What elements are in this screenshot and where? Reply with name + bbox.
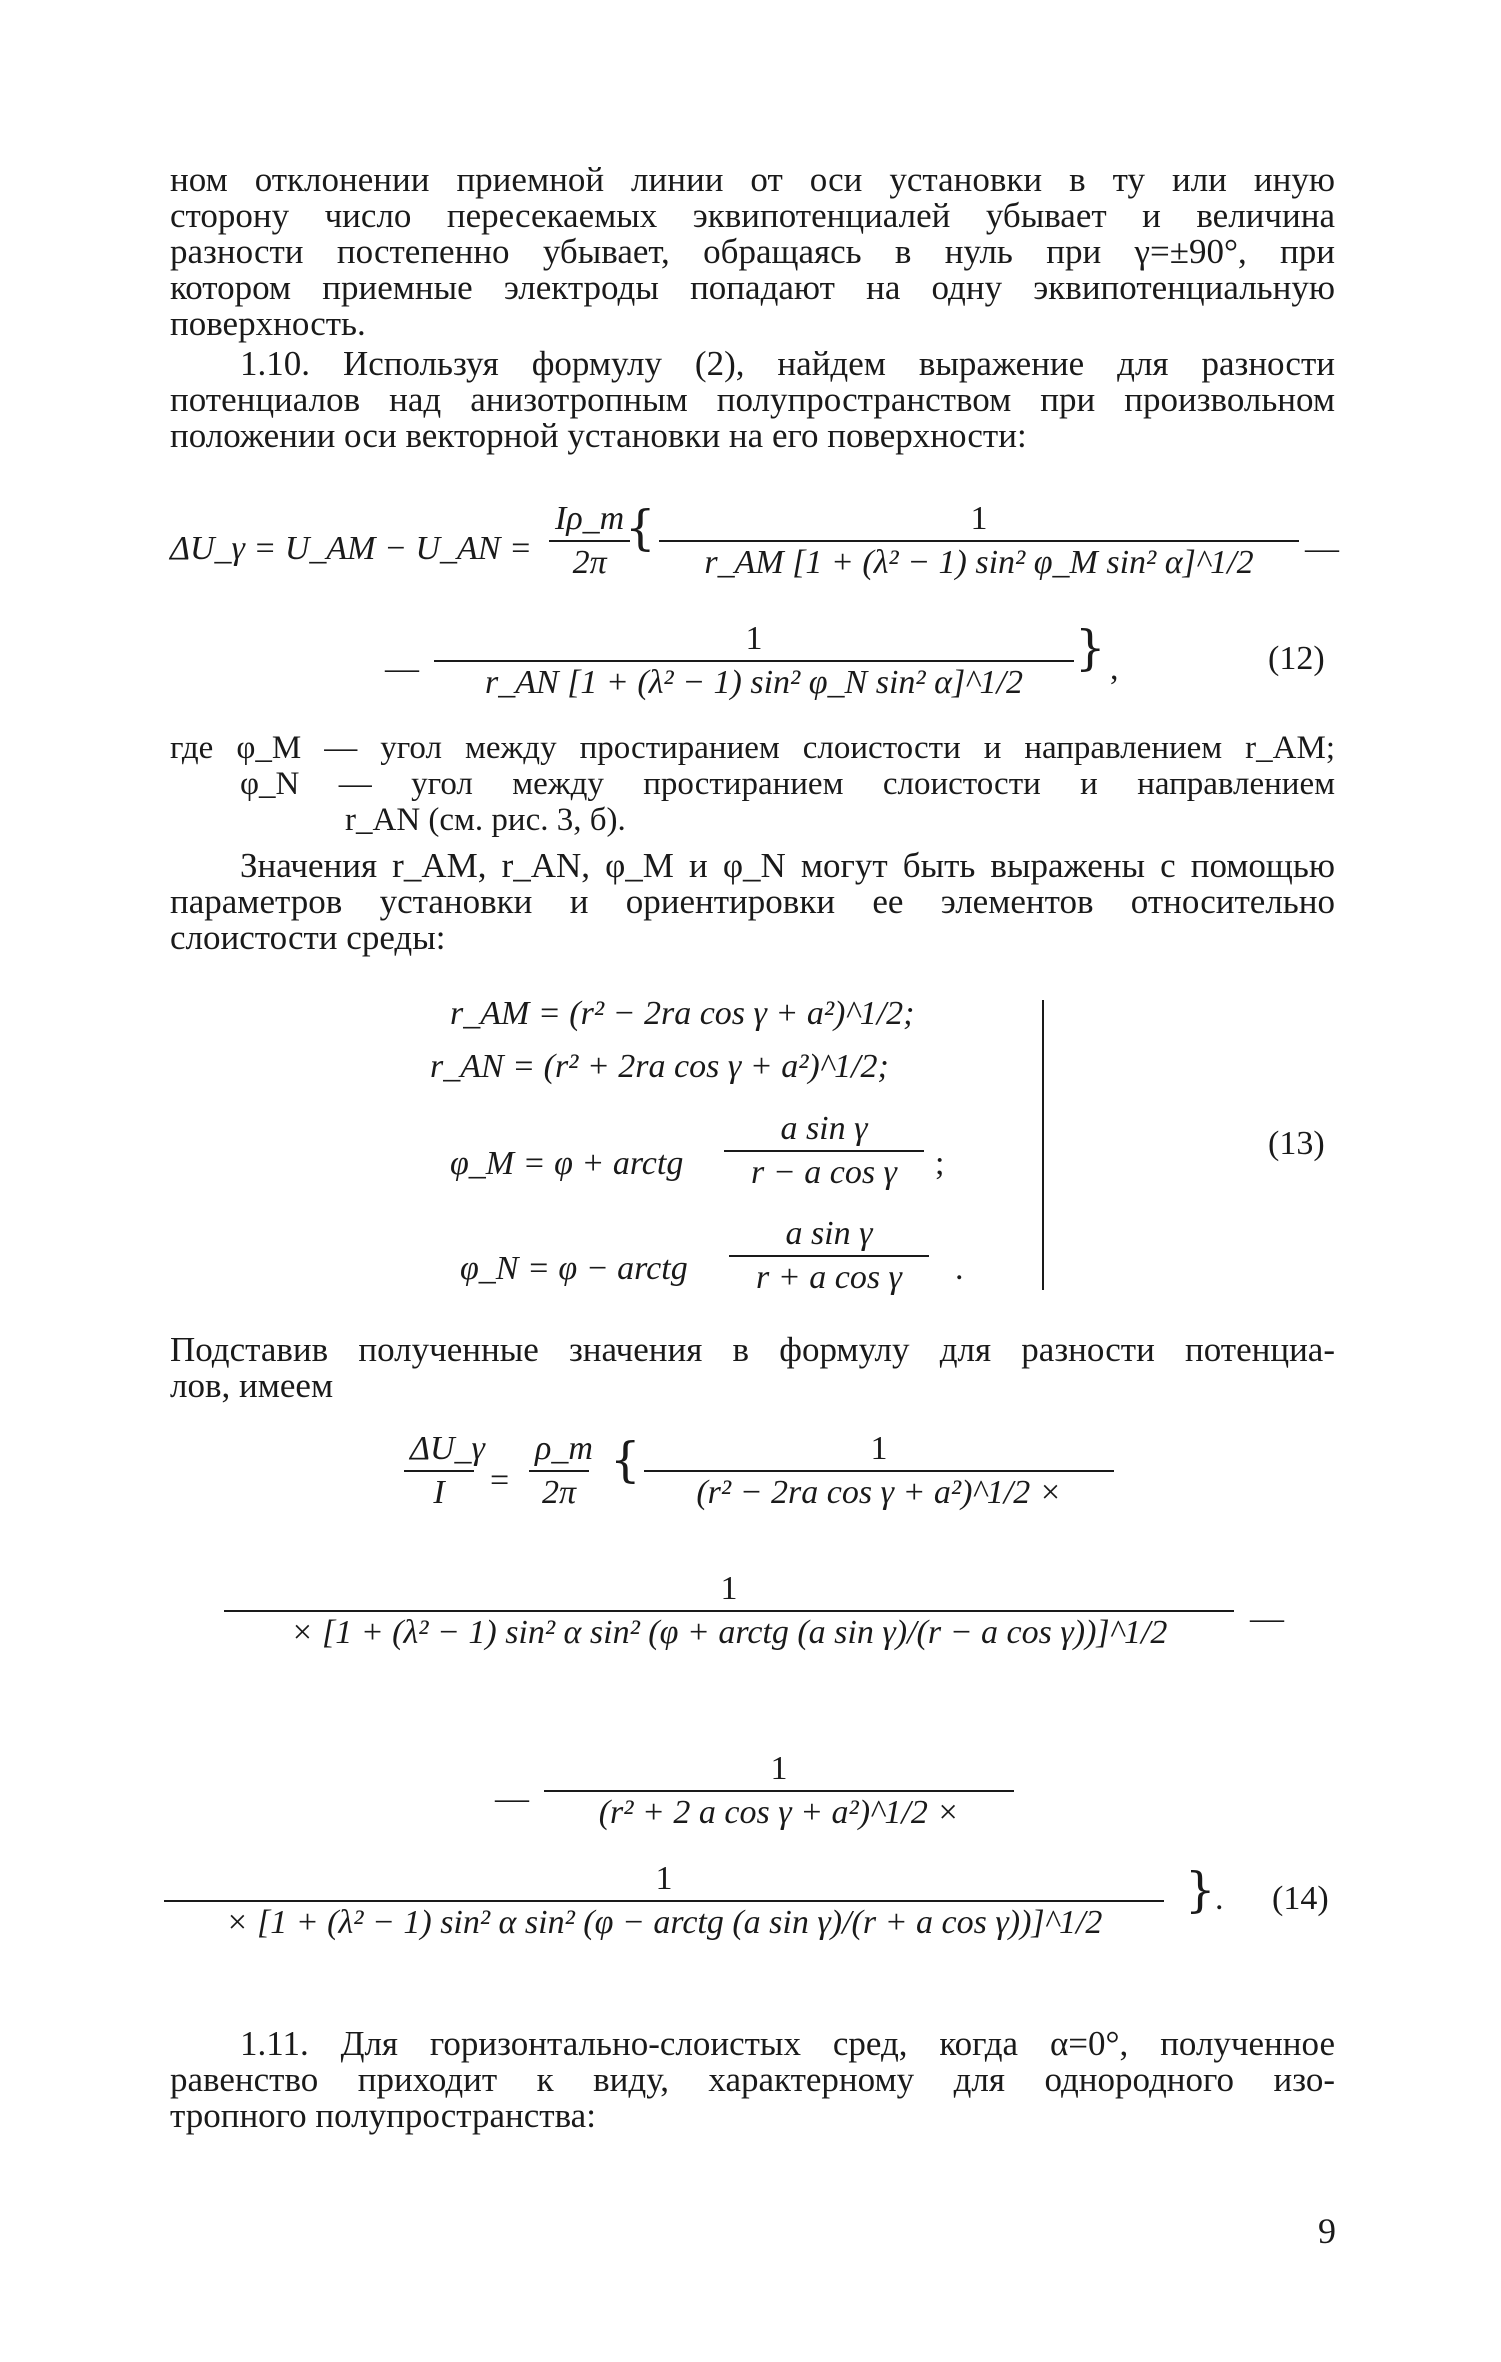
- eq12-term2: [430, 620, 1070, 702]
- eq12-prefactor-den: 2π: [572, 544, 607, 581]
- text-line: Значения r_AM, r_AN, φ_M и φ_N могут быть выражены с помощью: [240, 846, 1335, 885]
- text-line: положении оси векторной установки на его поверхности:: [170, 416, 1027, 455]
- where-clause: [170, 730, 1335, 838]
- text-line: где φ_M — угол между простиранием слоистости и направлением r_AM;: [170, 730, 1335, 766]
- section-heading-1-11: 1.11. Для горизонтально-слоистых сред, когда α=0°, полученное: [240, 2024, 1335, 2063]
- equation-number-13: (13): [1268, 1125, 1325, 1162]
- period: .: [955, 1250, 964, 1287]
- text-line: ном отклонении приемной линии от оси установки в ту или иную: [170, 160, 1335, 199]
- eq13-line3-lhs: φ_M = φ + arctg: [450, 1145, 684, 1182]
- text-line: поверхность.: [170, 304, 366, 343]
- left-brace: {: [625, 500, 656, 556]
- eq13-line4-den: r + a cos γ: [756, 1259, 902, 1296]
- eq14-term-c: [540, 1750, 1018, 1832]
- eq12-prefactor: [545, 500, 634, 582]
- eq14-term-d: [160, 1860, 1168, 1942]
- text-line: разности постепенно убывает, обращаясь в нуль при γ=±90°, при: [170, 232, 1335, 271]
- paragraph-2: [170, 346, 1335, 454]
- equals-sign: =: [490, 1462, 510, 1499]
- text-line: r_AN (см. рис. 3, б).: [345, 802, 626, 838]
- minus-sign: —: [495, 1780, 529, 1817]
- text-line: тропного полупространства:: [170, 2096, 596, 2135]
- equation-number-12: (12): [1268, 640, 1325, 677]
- text-line: слоистости среды:: [170, 918, 446, 957]
- paragraph-1: [170, 162, 1335, 342]
- eq14-term-a: [640, 1430, 1118, 1512]
- page-number: 9: [1318, 2211, 1336, 2251]
- minus-sign: —: [385, 650, 419, 687]
- eq14-d-num: 1: [164, 1860, 1164, 1902]
- eq14-c-den: (r² + 2 a cos γ + a²)^1/2 ×: [598, 1794, 960, 1831]
- eq14-term-b: [220, 1570, 1238, 1652]
- minus-sign: —: [1305, 530, 1339, 567]
- eq13-line3-num: a sin γ: [724, 1110, 924, 1152]
- eq13-line4-frac: [725, 1215, 933, 1297]
- eq14-lhs-num: ΔU_γ: [404, 1430, 474, 1472]
- semicolon: ;: [935, 1145, 945, 1182]
- eq12-term1-num: 1: [659, 500, 1299, 542]
- text-line: лов, имеем: [170, 1366, 334, 1405]
- eq12-term1: [655, 500, 1295, 582]
- text-line: котором приемные электроды попадают на одну эквипотенциальную: [170, 268, 1335, 307]
- paragraph-4: [170, 1332, 1335, 1404]
- eq14-lhs: [400, 1430, 485, 1512]
- eq14-a-den: (r² − 2ra cos γ + a²)^1/2 ×: [696, 1474, 1062, 1511]
- period: .: [1215, 1880, 1224, 1917]
- text-line: параметров установки и ориентировки ее элементов относительно: [170, 882, 1335, 921]
- right-brace: }: [1075, 620, 1106, 676]
- eq13-line1: r_AM = (r² − 2ra cos γ + a²)^1/2;: [450, 995, 915, 1032]
- eq13-line3-frac: [720, 1110, 928, 1192]
- eq14-pre-den: 2π: [541, 1474, 577, 1511]
- text-line: потенциалов над анизотропным полупространством при произвольном: [170, 380, 1335, 419]
- comma: ,: [1110, 650, 1119, 687]
- eq14-lhs-den: I: [433, 1474, 445, 1511]
- minus-sign: —: [1250, 1600, 1284, 1637]
- paragraph-5: [170, 2026, 1335, 2134]
- eq13-line2: r_AN = (r² + 2ra cos γ + a²)^1/2;: [430, 1048, 889, 1085]
- left-brace: {: [610, 1432, 641, 1488]
- equation-number-14: (14): [1272, 1880, 1329, 1917]
- eq14-b-den: × [1 + (λ² − 1) sin² α sin² (φ + arctg (a sin γ)/(r − a cos γ))]^1/2: [290, 1614, 1168, 1651]
- section-heading-1-10: 1.10. Используя формулу (2), найдем выражение для разности: [240, 344, 1335, 383]
- eq14-b-num: 1: [224, 1570, 1234, 1612]
- eq13-line4-lhs: φ_N = φ − arctg: [460, 1250, 688, 1287]
- eq13-line4-num: a sin γ: [729, 1215, 929, 1257]
- eq12-term2-num: 1: [434, 620, 1074, 662]
- text-line: Подставив полученные значения в формулу для разности потенциа-: [170, 1330, 1335, 1369]
- eq12-prefactor-num: Iρ_m: [549, 500, 630, 542]
- eq12-term2-den: r_AN [1 + (λ² − 1) sin² φ_N sin² α]^1/2: [485, 664, 1023, 701]
- eq12-term1-den: r_AM [1 + (λ² − 1) sin² φ_M sin² α]^1/2: [704, 544, 1254, 581]
- text-line: φ_N — угол между простиранием слоистости и направлением: [240, 766, 1335, 802]
- eq14-c-num: 1: [544, 1750, 1014, 1792]
- right-system-brace: [1042, 1000, 1044, 1290]
- text-line: равенство приходит к виду, характерному для однородного изо-: [170, 2060, 1335, 2099]
- eq14-prefactor: [525, 1430, 593, 1512]
- eq12-lhs: ΔU_γ = U_AM − U_AN =: [170, 530, 532, 567]
- text-line: сторону число пересекаемых эквипотенциалей убывает и величина: [170, 196, 1335, 235]
- eq14-d-den: × [1 + (λ² − 1) sin² α sin² (φ − arctg (a sin γ)/(r + a cos γ))]^1/2: [225, 1904, 1103, 1941]
- right-brace: }: [1185, 1862, 1216, 1918]
- eq13-line3-den: r − a cos γ: [751, 1154, 897, 1191]
- paragraph-3: [170, 848, 1335, 956]
- eq14-pre-num: ρ_m: [529, 1430, 589, 1472]
- eq14-a-num: 1: [644, 1430, 1114, 1472]
